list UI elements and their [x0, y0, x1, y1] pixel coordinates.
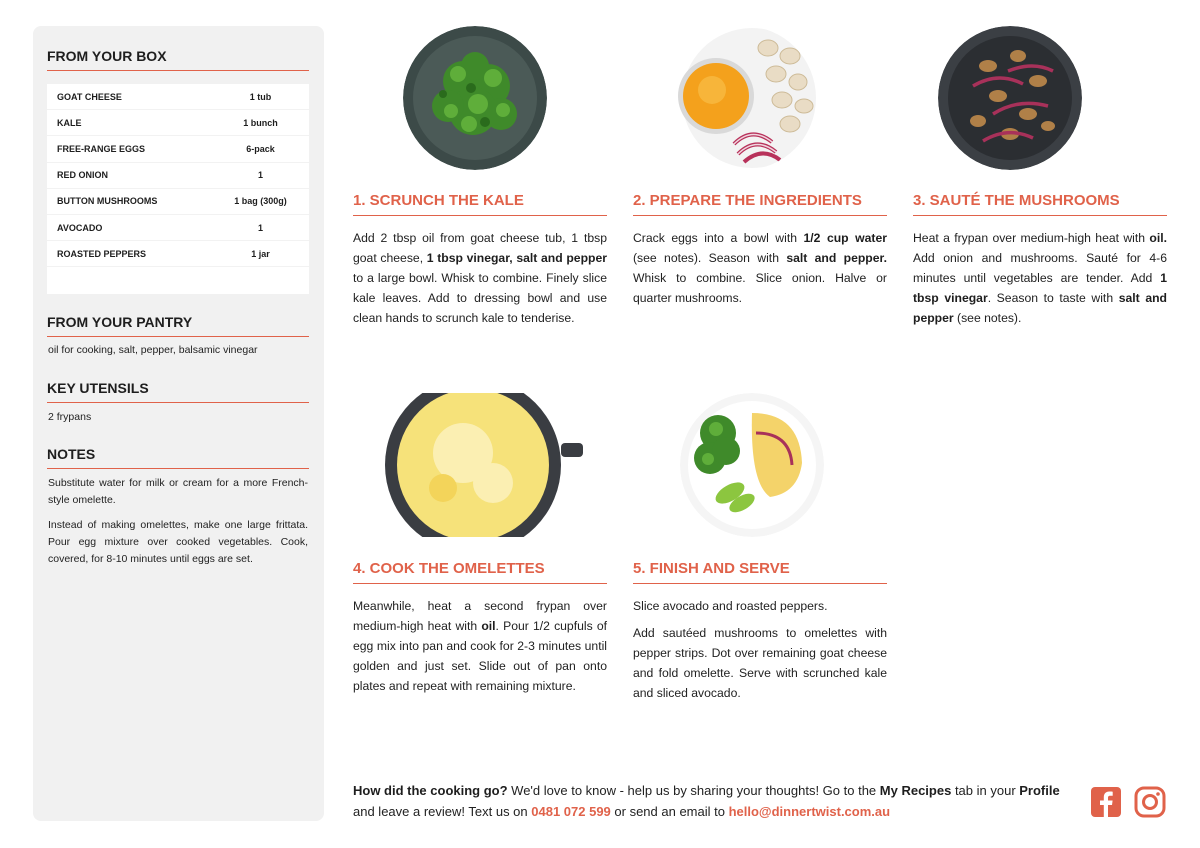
- ingredient-row: [47, 189, 309, 215]
- note-2: Instead of making omelettes, make one large frittata. Pour egg mixture over cooked vegetables. Cook, covered, for 8-10 minutes until eggs are set.: [48, 519, 308, 565]
- step-2-text: Crack eggs into a bowl with 1/2 cup water (see notes). Season with salt and pepper. Whisk to combine. Slice onion. Halve or quarter mushrooms.: [633, 231, 887, 305]
- step-5-text: [633, 596, 887, 710]
- utensils-heading: KEY UTENSILS: [47, 380, 309, 403]
- utensils-text: 2 frypans: [48, 411, 92, 423]
- ingredient-qty: 1: [257, 222, 263, 233]
- mushroom-frypan-photo: [938, 26, 1082, 170]
- step-1-title: 1. SCRUNCH THE KALE: [353, 192, 607, 216]
- instagram-icon[interactable]: [1134, 786, 1166, 818]
- ingredient-name: KALE: [57, 117, 82, 128]
- ingredient-qty: 1 bunch: [243, 117, 278, 128]
- email-link[interactable]: hello@dinnertwist.com.au: [728, 804, 891, 819]
- sidebar: [33, 26, 324, 821]
- phone-link[interactable]: 0481 072 599: [531, 804, 611, 819]
- ingredient-row: [47, 241, 309, 267]
- step-1-text: Add 2 tbsp oil from goat cheese tub, 1 tbsp goat cheese, 1 tbsp vinegar, salt and pepper to a large bowl. Whisk to combine. Finely slice kale leaves. Add to dressing bowl and use clean hands to scrunch kale to tenderise.: [353, 231, 607, 325]
- plated-omelette-photo: [680, 393, 824, 537]
- ingredient-name: GOAT CHEESE: [57, 91, 122, 102]
- feedback-footer: How did the cooking go? We'd love to know - help us by sharing your thoughts! Go to the My Recipes tab in your Profile and leave a review! Text us on 0481 072 599 or send an email to hello@dinnertwist.com.au: [353, 783, 1060, 819]
- ingredient-name: RED ONION: [57, 170, 109, 181]
- ingredient-row: [47, 84, 309, 110]
- ingredient-qty: 1 bag (300g): [234, 196, 287, 207]
- ingredient-row: [47, 110, 309, 136]
- from-your-box-heading: FROM YOUR BOX: [47, 48, 309, 71]
- facebook-icon[interactable]: [1090, 786, 1122, 818]
- ingredient-row: [47, 163, 309, 189]
- ingredient-qty: 1 jar: [251, 248, 270, 259]
- note-1: Substitute water for milk or cream for a more French-style omelette.: [48, 477, 308, 506]
- eggs-mushrooms-onion-photo: [672, 26, 816, 170]
- ingredient-name: AVOCADO: [57, 222, 103, 233]
- ingredient-row: [47, 215, 309, 241]
- ingredient-row: [47, 136, 309, 162]
- pantry-heading: FROM YOUR PANTRY: [47, 314, 309, 337]
- ingredient-qty: 6-pack: [246, 143, 275, 154]
- pantry-text: oil for cooking, salt, pepper, balsamic vinegar: [48, 344, 258, 356]
- ingredient-table: [47, 84, 309, 294]
- ingredient-name: BUTTON MUSHROOMS: [57, 196, 158, 207]
- step-5-paragraph: Slice avocado and roasted peppers.: [633, 599, 828, 613]
- kale-bowl-photo: [403, 26, 547, 170]
- notes-heading: NOTES: [47, 446, 309, 469]
- step-4-text: Meanwhile, heat a second frypan over medium-high heat with oil. Pour 1/2 cupfuls of egg mix into pan and cook for 2-3 minutes until golden and just set. Slide out of pan onto plates and repeat with remaining mixture.: [353, 599, 607, 693]
- ingredient-name: FREE-RANGE EGGS: [57, 143, 146, 154]
- step-2-title: 2. PREPARE THE INGREDIENTS: [633, 192, 887, 216]
- ingredient-qty: 1: [257, 170, 263, 181]
- step-5-title: 5. FINISH AND SERVE: [633, 560, 887, 584]
- ingredient-name: ROASTED PEPPERS: [57, 248, 147, 259]
- omelette-frypan-photo: [383, 393, 583, 537]
- step-4-title: 4. COOK THE OMELETTES: [353, 560, 607, 584]
- step-3-title: 3. SAUTÉ THE MUSHROOMS: [913, 192, 1167, 216]
- step-5-paragraph: Add sautéed mushrooms to omelettes with pepper strips. Dot over remaining goat cheese and fold omelette. Serve with scrunched kale and sliced avocado.: [633, 626, 887, 700]
- step-3-text: Heat a frypan over medium-high heat with oil. Add onion and mushrooms. Sauté for 4-6 minutes until vegetables are tender. Add 1 tbsp vinegar. Season to taste with salt and pepper (see notes).: [913, 231, 1167, 325]
- ingredient-qty: 1 tub: [249, 91, 272, 102]
